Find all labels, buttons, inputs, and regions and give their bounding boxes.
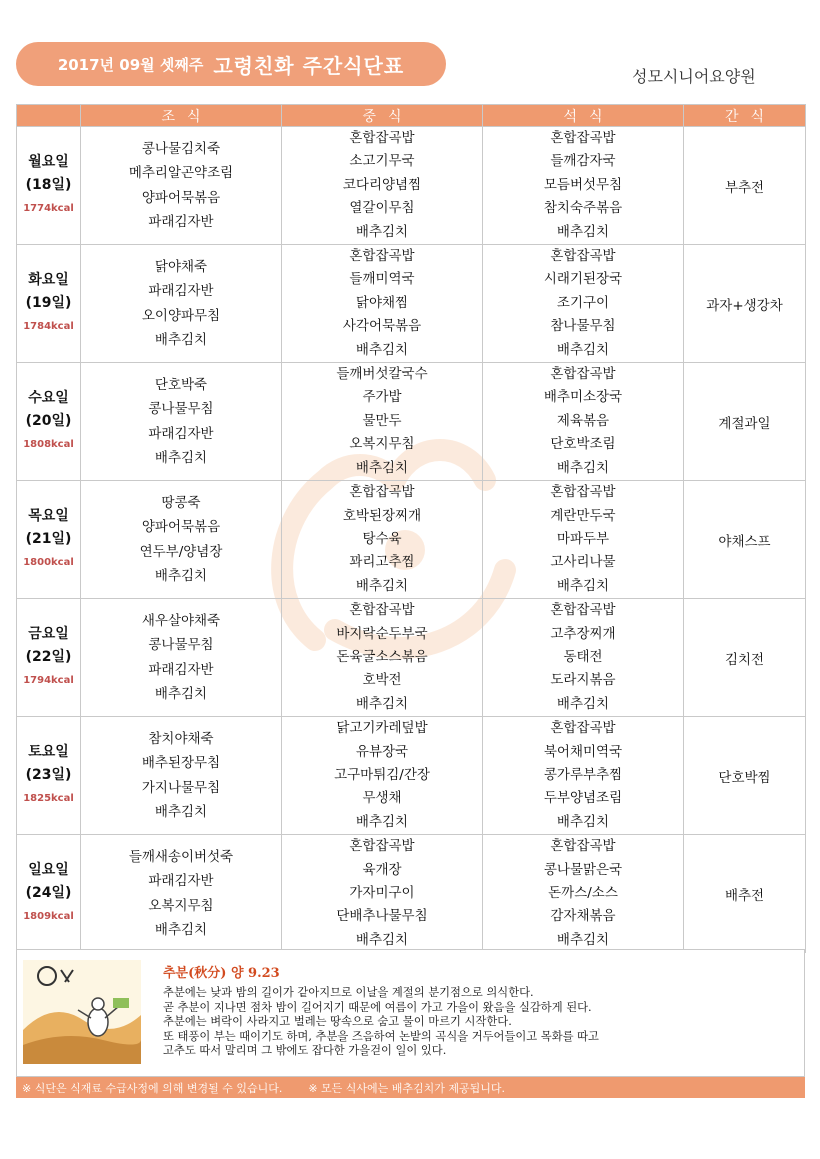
dish-item: 콩나물무침	[148, 637, 214, 654]
day-date: (22일)	[25, 649, 72, 666]
dish-item: 파래김자반	[148, 214, 214, 231]
day-kcal: 1794kcal	[23, 675, 74, 687]
dish-item: 고추장찌개	[550, 625, 616, 642]
day-date: (20일)	[25, 413, 72, 430]
day-name: 목요일	[28, 508, 69, 525]
info-line: 고추도 따서 말리며 그 밖에도 잡다한 가을걷이 일이 있다.	[163, 1044, 447, 1057]
dish-item: 감자채볶음	[550, 908, 616, 925]
dish-item: 배추된장무침	[141, 755, 221, 772]
footer-notes	[16, 1077, 805, 1098]
footer-note-kimchi: ※ 모든 식사에는 배추김치가 제공됩니다.	[308, 1081, 506, 1095]
footer-note-change: ※ 식단은 식재료 수급사정에 의해 변경될 수 있습니다.	[22, 1081, 283, 1095]
dish-item: 혼합잡곡밥	[550, 130, 616, 146]
dish-item: 제육볶음	[556, 412, 610, 429]
header-lunch: 중식	[282, 105, 483, 127]
dish-item: 단호박죽	[154, 376, 208, 393]
dish-item: 혼합잡곡밥	[349, 248, 415, 265]
dish-item: 꽈리고추찜	[349, 554, 415, 571]
day-name: 토요일	[28, 744, 69, 761]
day-row	[17, 363, 806, 481]
dish-item: 주가밥	[362, 389, 402, 406]
dish-item: 단호박조림	[550, 436, 616, 453]
day-name: 일요일	[28, 862, 69, 879]
dish-item: 배추김치	[556, 341, 610, 358]
dish-item: 배추김치	[154, 332, 208, 349]
dish-item: 혼합잡곡밥	[349, 838, 415, 855]
dish-item: 혼합잡곡밥	[550, 720, 616, 737]
title-banner	[16, 42, 446, 86]
dish-item: 두부양념조림	[543, 790, 623, 807]
info-box	[16, 949, 805, 1077]
dish-item: 혼합잡곡밥	[550, 484, 616, 501]
dish-item: 가자미구이	[349, 885, 415, 901]
snack-cell: 과자+생강차	[684, 245, 806, 363]
dish-item: 배추김치	[355, 577, 409, 594]
day-row	[17, 127, 806, 245]
dish-item: 들깨미역국	[349, 271, 415, 288]
day-row	[17, 717, 806, 835]
info-line: 또 태풍이 부는 때이기도 하며, 추분을 즈음하여 논밭의 곡식을 거두어들이고 목화를 따고	[163, 1029, 599, 1043]
dish-item: 파래김자반	[148, 425, 214, 442]
dish-item: 무생채	[362, 790, 402, 807]
info-line: 추분에는 낮과 밤의 길이가 같아지므로 이날을 계절의 분기점으로 의식한다.	[163, 986, 534, 999]
dish-item: 오복지무침	[148, 897, 214, 914]
breakfast-cell	[81, 363, 282, 481]
dish-item: 사각어묵볶음	[342, 318, 422, 335]
dish-item: 배추김치	[154, 568, 208, 585]
dish-item: 물만두	[362, 412, 402, 429]
autumn-illustration	[23, 960, 141, 1064]
day-name: 월요일	[28, 154, 69, 171]
page-title: 고령친화 주간식단표	[213, 53, 405, 78]
info-line: 추분에는 벼락이 사라지고 벌레는 땅속으로 숨고 물이 마르기 시작한다.	[163, 1015, 512, 1028]
header-dinner: 석식	[483, 105, 684, 127]
dish-item: 참치숙주볶음	[543, 200, 623, 217]
day-cell	[17, 717, 81, 835]
breakfast-cell	[81, 481, 282, 599]
dish-item: 혼합잡곡밥	[349, 484, 415, 501]
dish-item: 배추김치	[355, 695, 409, 712]
header-snack: 간식	[684, 105, 806, 127]
dish-item: 콩나물맑은국	[543, 861, 623, 878]
dish-item: 돈까스/소스	[548, 885, 618, 901]
dish-item: 콩나물무침	[148, 401, 214, 418]
info-title: 추분(秋分) 양 9.23	[163, 966, 280, 981]
dish-item: 콩나물김치죽	[141, 140, 221, 157]
lunch-cell	[282, 245, 483, 363]
lunch-cell	[282, 127, 483, 245]
dish-item: 파래김자반	[148, 873, 214, 890]
dinner-cell	[483, 363, 684, 481]
breakfast-cell	[81, 599, 282, 717]
day-row	[17, 481, 806, 599]
dish-item: 가지나물무침	[141, 779, 221, 796]
dish-item: 돈육굴소스볶음	[336, 648, 428, 665]
dish-item: 계란만두국	[550, 507, 616, 524]
day-name: 수요일	[28, 390, 69, 407]
dish-item: 시래기된장국	[543, 271, 623, 288]
lunch-cell	[282, 835, 483, 953]
dinner-cell	[483, 127, 684, 245]
header-corner	[17, 105, 81, 127]
dish-item: 배추김치	[355, 459, 409, 476]
dinner-cell	[483, 717, 684, 835]
snack-cell: 김치전	[684, 599, 806, 717]
dish-item: 유뷰장국	[355, 743, 409, 760]
dish-item: 배추김치	[355, 931, 409, 948]
dish-item: 배추김치	[154, 922, 208, 939]
day-date: (19일)	[25, 295, 72, 312]
day-kcal: 1800kcal	[23, 557, 74, 569]
breakfast-cell	[81, 717, 282, 835]
dish-item: 호박전	[362, 672, 402, 689]
dish-item: 배추김치	[556, 577, 610, 594]
info-line: 곧 추분이 지나면 점차 밤이 길어지기 때문에 여름이 가고 가을이 왔음을 실감하게 된다.	[163, 1000, 592, 1014]
dish-item: 참나물무침	[550, 318, 616, 335]
dish-item: 닭야채죽	[154, 258, 208, 275]
day-name: 화요일	[28, 272, 69, 289]
breakfast-cell	[81, 835, 282, 953]
header-breakfast: 조식	[81, 105, 282, 127]
dish-item: 고사리나물	[550, 554, 616, 571]
dish-item: 혼합잡곡밥	[550, 248, 616, 265]
day-row	[17, 245, 806, 363]
day-row	[17, 835, 806, 953]
dish-item: 혼합잡곡밥	[349, 602, 415, 619]
breakfast-cell	[81, 127, 282, 245]
day-cell	[17, 127, 81, 245]
snack-cell: 야채스프	[684, 481, 806, 599]
dish-item: 혼합잡곡밥	[550, 602, 616, 619]
dish-item: 메추리알곤약조림	[128, 165, 234, 182]
dish-item: 배추김치	[355, 223, 409, 240]
day-cell	[17, 835, 81, 953]
dish-item: 북어채미역국	[543, 743, 623, 760]
day-kcal: 1808kcal	[23, 439, 74, 451]
dish-item: 소고기무국	[349, 153, 415, 170]
dish-item: 배추김치	[556, 931, 610, 948]
dish-item: 탕수육	[362, 530, 402, 547]
day-cell	[17, 599, 81, 717]
dish-item: 새우살야채죽	[141, 612, 221, 629]
dish-item: 들깨새송이버섯죽	[128, 848, 234, 865]
dish-item: 열갈이무침	[349, 200, 415, 217]
dish-item: 바지락순두부국	[336, 625, 428, 642]
day-kcal: 1825kcal	[23, 793, 74, 805]
dish-item: 호박된장찌개	[342, 507, 422, 524]
dish-item: 마파두부	[556, 530, 610, 547]
dish-item: 연두부/양념장	[139, 543, 223, 560]
dish-item: 파래김자반	[148, 661, 214, 678]
dish-item: 오이양파무침	[141, 307, 221, 324]
info-body	[163, 986, 793, 1059]
dish-item: 배추김치	[556, 695, 610, 712]
dish-item: 배추김치	[355, 813, 409, 830]
dish-item: 닭고기카레덮밥	[336, 720, 428, 737]
dish-item: 들깨감자국	[550, 153, 616, 170]
day-kcal: 1784kcal	[23, 321, 74, 333]
snack-cell: 단호박찜	[684, 717, 806, 835]
day-date: (23일)	[25, 767, 72, 784]
dish-item: 혼합잡곡밥	[550, 838, 616, 855]
dish-item: 혼합잡곡밥	[550, 366, 616, 383]
dish-item: 배추김치	[154, 450, 208, 467]
dish-item: 코다리양념찜	[342, 176, 422, 193]
dish-item: 도라지볶음	[550, 672, 616, 689]
dish-item: 배추김치	[154, 686, 208, 703]
day-date: (18일)	[25, 177, 72, 194]
snack-cell: 계절과일	[684, 363, 806, 481]
dish-item: 들깨버섯칼국수	[336, 366, 428, 383]
lunch-cell	[282, 363, 483, 481]
day-name: 금요일	[28, 626, 69, 643]
day-kcal: 1809kcal	[23, 911, 74, 923]
day-cell	[17, 245, 81, 363]
dinner-cell	[483, 599, 684, 717]
dish-item: 양파어묵볶음	[141, 189, 221, 206]
table-header-row	[17, 105, 806, 127]
dish-item: 오복지무침	[349, 436, 415, 453]
day-date: (24일)	[25, 885, 72, 902]
dish-item: 조기구이	[556, 294, 610, 311]
lunch-cell	[282, 481, 483, 599]
dish-item: 파래김자반	[148, 283, 214, 300]
dish-item: 참치야채죽	[148, 730, 214, 747]
dish-item: 혼합잡곡밥	[349, 130, 415, 146]
day-kcal: 1774kcal	[23, 203, 74, 215]
breakfast-cell	[81, 245, 282, 363]
weekly-menu-table	[16, 104, 806, 953]
dish-item: 배추김치	[556, 813, 610, 830]
day-date: (21일)	[25, 531, 72, 548]
dish-item: 고구마튀김/간장	[334, 766, 430, 783]
snack-cell: 배추전	[684, 835, 806, 953]
dish-item: 동태전	[563, 648, 603, 665]
dish-item: 모듬버섯무침	[543, 176, 623, 193]
dinner-cell	[483, 245, 684, 363]
lunch-cell	[282, 717, 483, 835]
dish-item: 배추김치	[556, 459, 610, 476]
day-cell	[17, 363, 81, 481]
day-row	[17, 599, 806, 717]
org-name: 성모시니어요양원	[632, 67, 756, 86]
dish-item: 콩가루부추찜	[543, 766, 623, 783]
dish-item: 배추미소장국	[543, 389, 623, 406]
dish-item: 배추김치	[556, 223, 610, 240]
dinner-cell	[483, 835, 684, 953]
day-cell	[17, 481, 81, 599]
dinner-cell	[483, 481, 684, 599]
dish-item: 땅콩죽	[161, 494, 201, 511]
title-period: 2017년 09월 셋째주	[57, 55, 204, 74]
dish-item: 닭야채찜	[355, 294, 409, 311]
dish-item: 배추김치	[154, 804, 208, 821]
dish-item: 육개장	[362, 861, 402, 878]
dish-item: 배추김치	[355, 341, 409, 358]
dish-item: 양파어묵볶음	[141, 519, 221, 536]
lunch-cell	[282, 599, 483, 717]
dish-item: 단배추나물무침	[336, 908, 428, 925]
snack-cell: 부추전	[684, 127, 806, 245]
